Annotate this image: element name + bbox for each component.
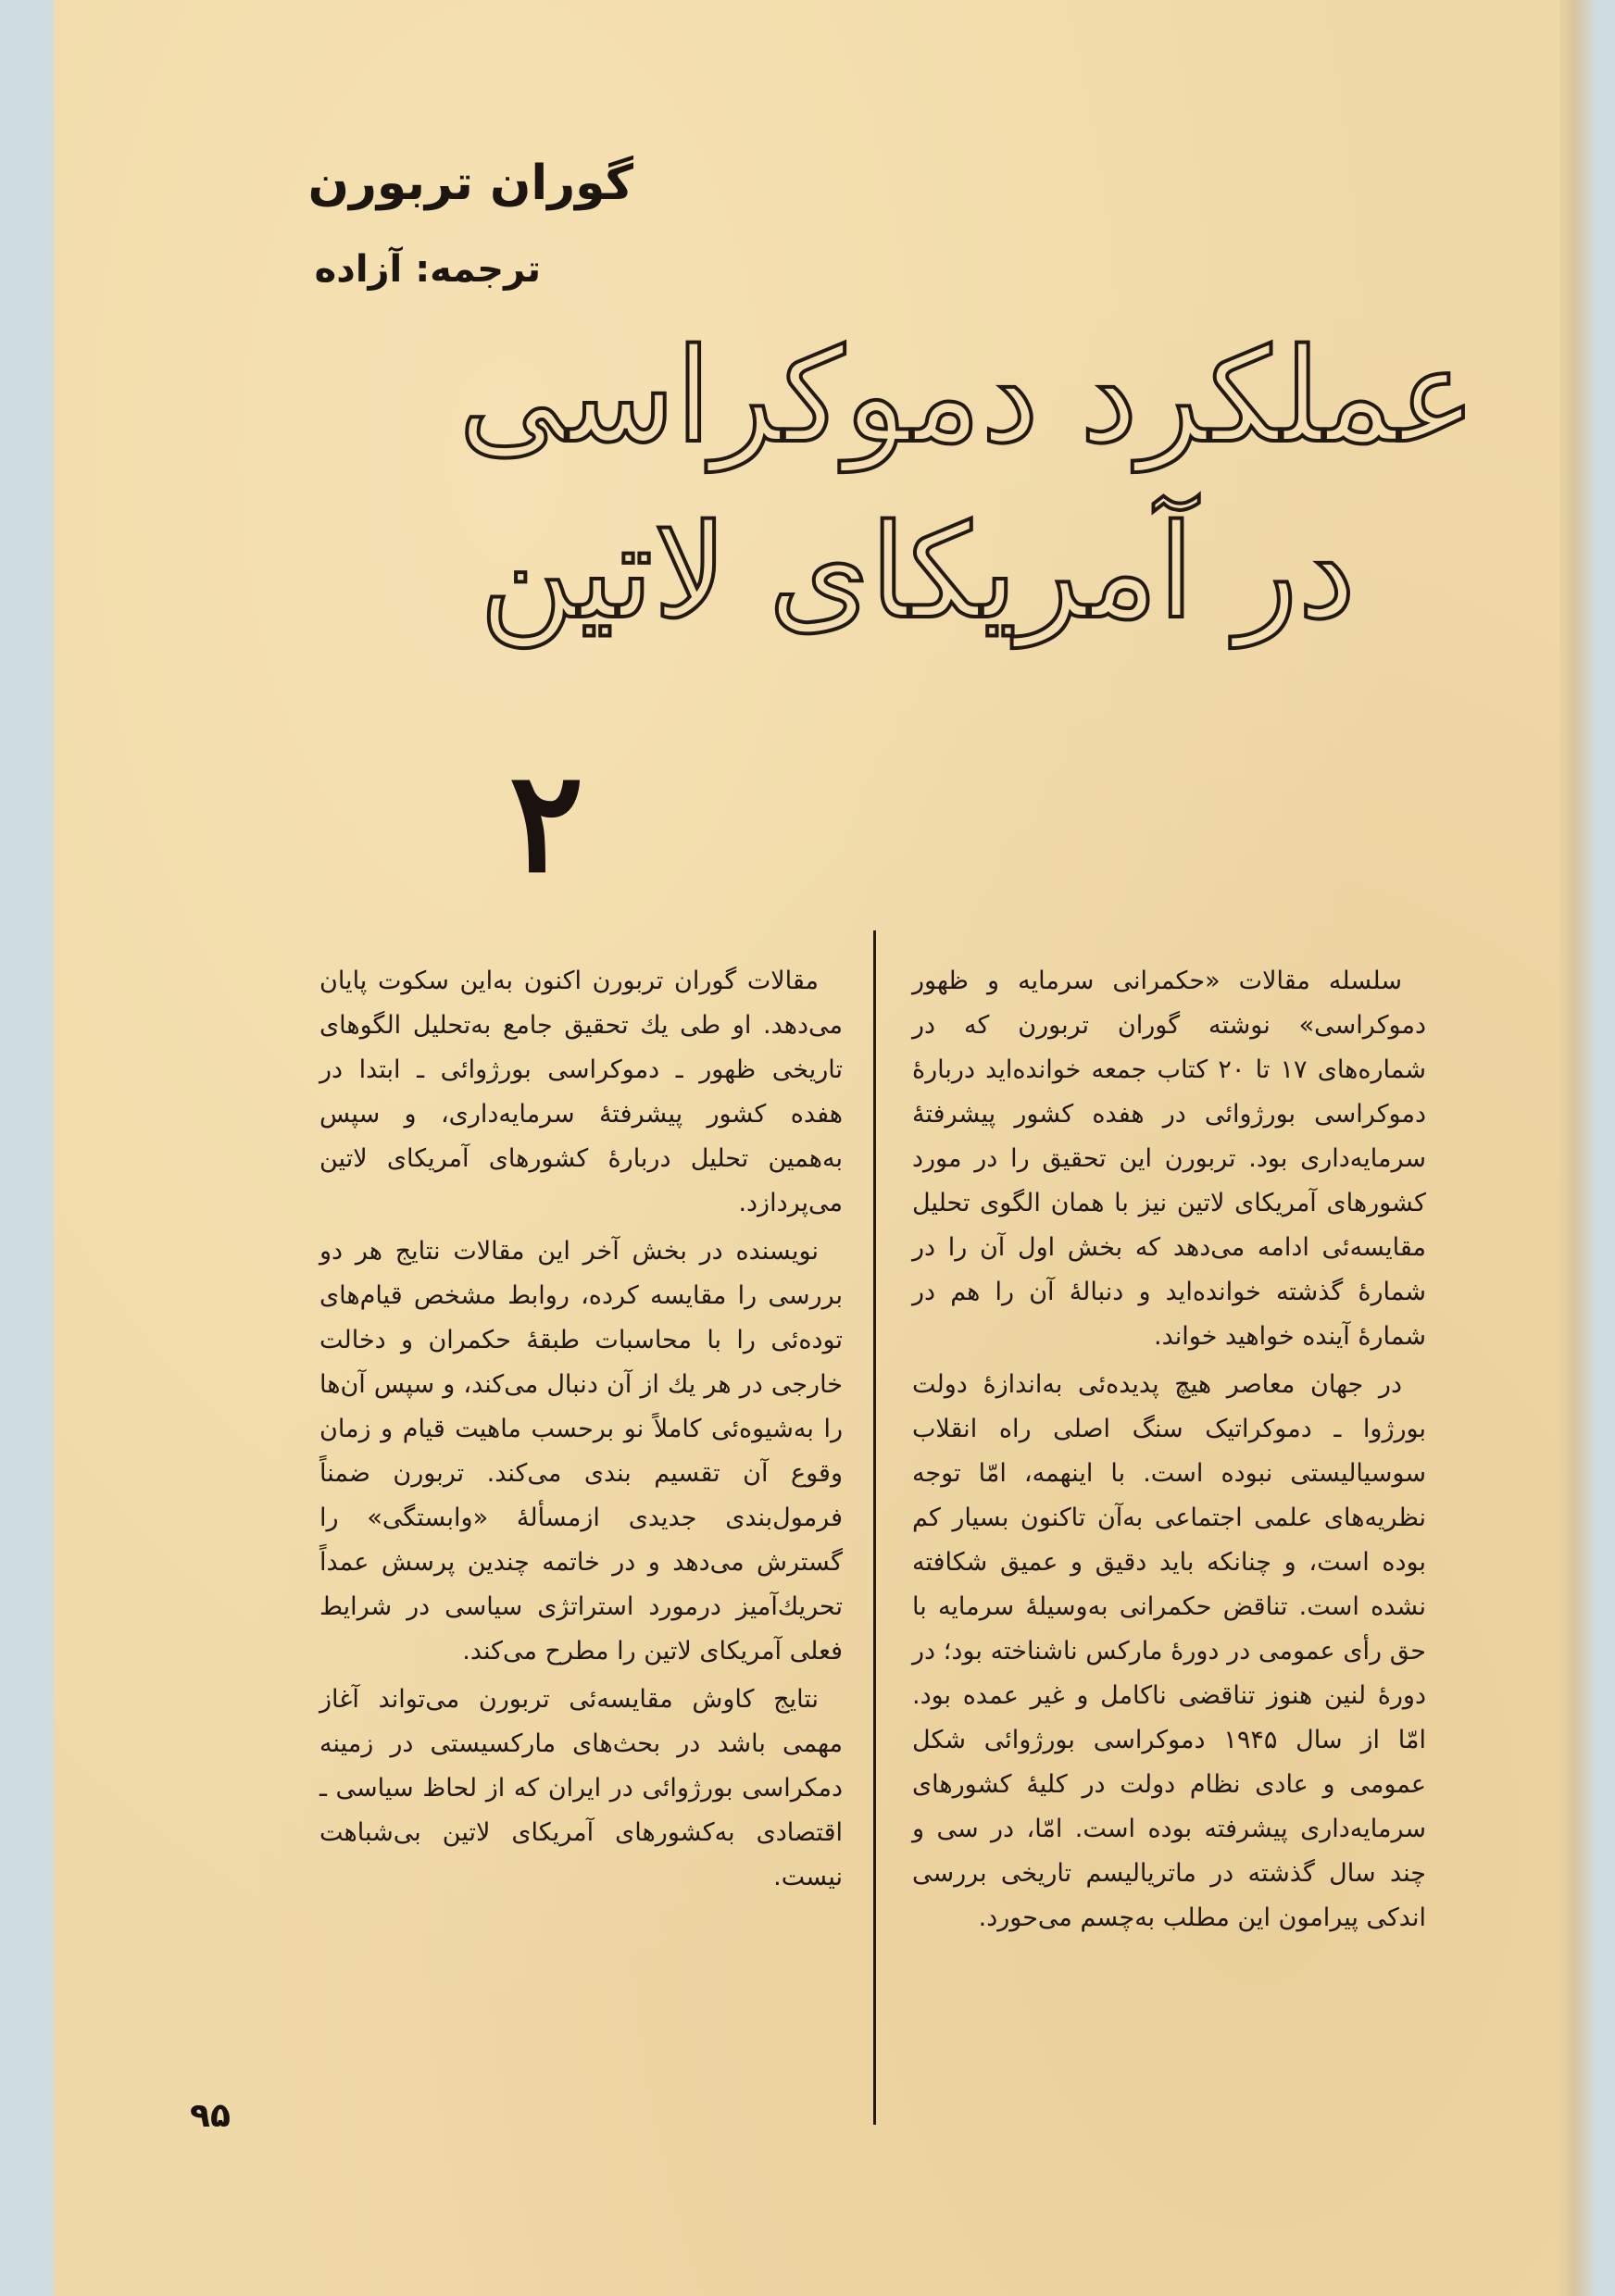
page-number: ۹۵ [190, 2097, 231, 2135]
article-title-line-1: عملکرد دموکراسی [458, 321, 1476, 472]
paragraph: نویسنده در بخش آخر این مقالات نتایج هر دو بررسی را مقایسه کرده، روابط مشخص قیام‌های توده‌ئی را با محاسبات طبقهٔ حکمران و دخالت خارجی در هر یك از آن دنبال می‌کند، و سپس آن‌ها را به‌شیوه‌ئی کاملاً نو برحسب ماهیت قیام و زمان وقوع آن تقسیم بندی می‌کند. تربورن ضمناً فرمول‌بندی جدیدی ازمسألهٔ «وابستگی» را گسترش می‌دهد و در خاتمه چندین پرسش عمداً تحریك‌آمیز درمورد استراتژی سیاسی در شرایط فعلی آمریکای لاتین را مطرح می‌کند. [319, 1237, 843, 1666]
paragraph: در جهان معاصر هیچ پدیده‌ئی به‌اندازهٔ دولت بورژوا ـ دموکراتیک سنگ اصلی راه انقلاب سوسیالیستی نبوده است. با اینهمه، امّا توجه نظریه‌های علمی اجتماعی به‌آن تاکنون بسیار کم بوده است، و چنانکه باید دقیق و عمیق شکافته نشده است. تناقض حکمرانی به‌وسیلهٔ سرمایه با حق رأی عمومی در دورهٔ مارکس ناشناخته بود؛ در دورهٔ لنین هنوز تناقضی ناکامل و غیر عمده بود. امّا از سال ۱۹۴۵ دموکراسی بورژوائی شکل عمومی و عادی نظام دولت در کلیهٔ کشورهای سرمایه‌داری پیشرفته بوده است. امّا، در سی و چند سال گذشته در ماتریالیسم تاریخی بررسی اندکی پیرامون این مطلب به‌چسم می‌حورد. [912, 1370, 1426, 1932]
column-divider [873, 930, 876, 2125]
right-text-column [912, 959, 1426, 1944]
translator-credit: ترجمه: آزاده [314, 248, 541, 291]
paragraph: سلسله مقالات «حکمرانی سرمایه و ظهور دموکراسی» نوشته گوران تربورن که در شماره‌های ۱۷ تا ۲۰ کتاب جمعه خوانده‌اید دربارهٔ دموکراسی بورژوائی در هفده کشور پیشرفتهٔ سرمایه‌داری بود. تربورن این تحقیق را در مورد کشورهای آمریکای لاتین نیز با همان الگوی تحلیل مقایسه‌ئی ادامه می‌دهد که بخش اول آن را در شمارهٔ گذشته خوانده‌اید و دنبالهٔ آن را هم در شمارهٔ آینده خواهید خواند. [912, 967, 1427, 1351]
author-name: گوران تربورن [307, 156, 633, 211]
paragraph: مقالات گوران تربورن اکنون به‌این سکوت پایان می‌دهد. او طی یك تحقیق جامع به‌تحلیل الگوهای تاریخی ظهور ـ دموکراسی بورژوائی ـ ابتدا در هفده کشور پیشرفتهٔ سرمایه‌داری، و سپس به‌همین تحلیل دربارهٔ کشورهای آمریکای لاتین می‌پردازد. [319, 967, 843, 1217]
article-title-line-2: در آمریکای لاتین [479, 497, 1356, 648]
left-text-column [319, 959, 843, 1903]
paragraph: نتایج کاوش مقایسه‌ئی تربورن می‌تواند آغاز مهمی باشد در بحث‌های مارکسیستی در زمینه دمکراسی بورژوائی در ایران که از لحاظ سیاسی ـ اقتصادی به‌کشورهای آمریکای لاتین بی‌شباهت نیست. [319, 1685, 843, 1891]
part-number: ۲ [508, 741, 584, 904]
page-edge [1559, 0, 1596, 2296]
